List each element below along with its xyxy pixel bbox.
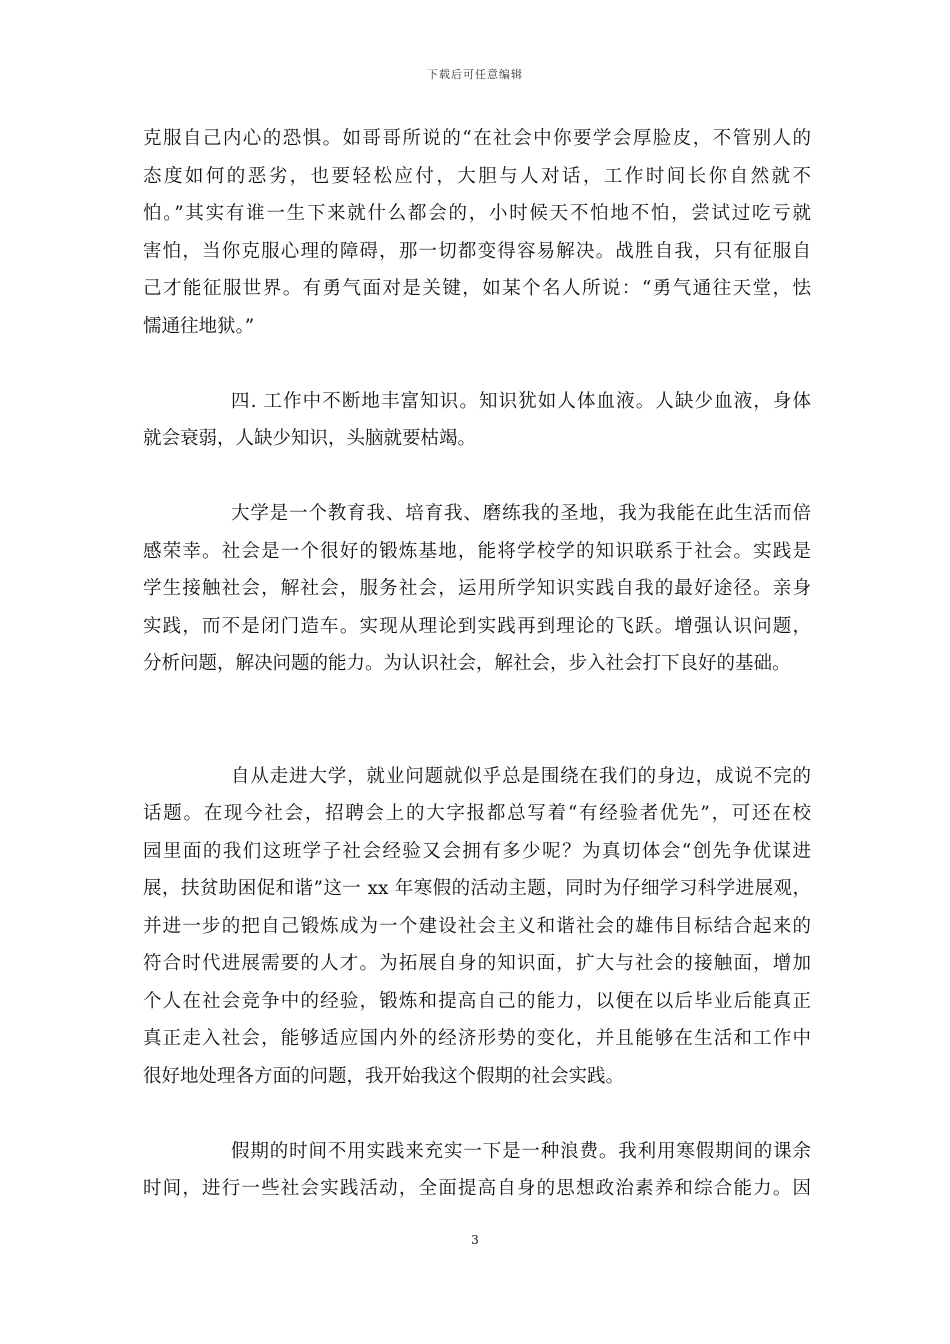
text-line: 就会衰弱，人缺少知识，头脑就要枯竭。 — [143, 428, 477, 449]
text-line: 学生接触社会，解社会，服务社会，运用所学知识实践自我的最好途径。亲身 — [143, 578, 811, 599]
paragraph-3 — [143, 495, 811, 683]
text-line: 符合时代进展需要的人才。为拓展自身的知识面，扩大与社会的接触面，增加 — [143, 953, 811, 974]
text-line: 很好地处理各方面的问题，我开始我这个假期的社会实践。 — [143, 1065, 625, 1087]
text-line: 大学是一个教育我、培育我、磨练我的圣地，我为我能在此生活而倍 — [231, 503, 811, 524]
paragraph-spacer — [143, 458, 811, 496]
text-line: 懦通往地狱。” — [143, 315, 255, 337]
document-body — [143, 120, 811, 1208]
paragraph-5 — [143, 1133, 811, 1208]
text-line: 时间，进行一些社会实践活动，全面提高自身的思想政治素养和综合能力。因 — [143, 1178, 811, 1199]
paragraph-2 — [143, 383, 811, 458]
text-line: 感荣幸。社会是一个很好的锻炼基地，能将学校学的知识联系于社会。实践是 — [143, 540, 811, 562]
text-line: 己才能征服世界。有勇气面对是关键，如某个名人所说：“勇气通往天堂，怯 — [143, 278, 811, 299]
text-line: 并进一步的把自己锻炼成为一个建设社会主义和谐社会的雄伟目标结合起来的 — [143, 915, 811, 937]
text-line: 怕。”其实有谁一生下来就什么都会的，小时候天不怕地不怕，尝试过吃亏就 — [143, 203, 811, 224]
text-line: 分析问题，解决问题的能力。为认识社会，解社会，步入社会打下良好的基础。 — [143, 653, 791, 674]
text-line: 害怕，当你克服心理的障碍，那一切都变得容易解决。战胜自我，只有征服自 — [143, 240, 811, 262]
text-line: 展，扶贫助困促和谐”这一 xx 年寒假的活动主题，同时为仔细学习科学进展观， — [143, 878, 811, 899]
text-line: 个人在社会竞争中的经验，锻炼和提高自己的能力，以便在以后毕业后能真正 — [143, 990, 811, 1012]
page-number: 3 — [471, 1233, 479, 1247]
text-line: 实践，而不是闭门造车。实现从理论到实践再到理论的飞跃。增强认识问题， — [143, 615, 811, 637]
text-line: 克服自己内心的恐惧。如哥哥所说的“在社会中你要学会厚脸皮，不管别人的 — [143, 128, 811, 149]
text-line: 态度如何的恶劣，也要轻松应付，大胆与人对话，工作时间长你自然就不 — [143, 165, 811, 187]
paragraph-4 — [143, 758, 811, 1096]
paragraph-1 — [143, 120, 811, 345]
paragraph-spacer — [143, 1095, 811, 1133]
paragraph-spacer — [143, 683, 811, 758]
text-line: 假期的时间不用实践来充实一下是一种浪费。我利用寒假期间的课余 — [231, 1140, 811, 1162]
paragraph-spacer — [143, 345, 811, 383]
text-line: 真正走入社会，能够适应国内外的经济形势的变化，并且能够在生活和工作中 — [143, 1028, 811, 1049]
text-line: 四. 工作中不断地丰富知识。知识犹如人体血液。人缺少血液，身体 — [231, 390, 811, 412]
text-line: 自从走进大学，就业问题就似乎总是围绕在我们的身边，成说不完的 — [231, 765, 811, 787]
text-line: 园里面的我们这班学子社会经验又会拥有多少呢？为真切体会“创先争优谋进 — [143, 840, 811, 862]
page-header: 下载后可任意编辑 — [427, 68, 523, 81]
text-line: 话题。在现今社会，招聘会上的大字报都总写着“有经验者优先”，可还在校 — [143, 803, 811, 824]
